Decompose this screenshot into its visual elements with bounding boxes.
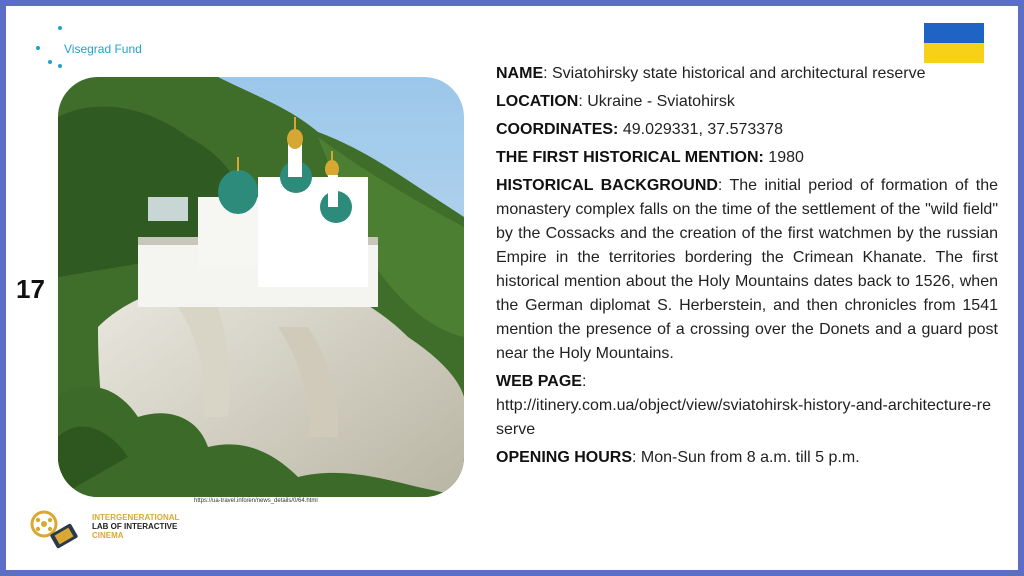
slide-number: 17 — [16, 274, 45, 304]
coordinates-label: COORDINATES: — [496, 121, 619, 138]
first-mention-label: THE FIRST HISTORICAL MENTION: — [496, 149, 764, 166]
coordinates-value: 49.029331, 37.573378 — [618, 121, 783, 138]
background-row — [496, 174, 998, 366]
background-value: : The initial period of formation of the monastery complex falls on the time of the settlement of the "wild field" by the Cossacks and the creation of the first watchmen by the russian Empire in the territories bordering the Crimean Khanate. The first historical mention about the Holy Mountains dates back to 1526, when the German diplomat S. Herberstein, and then chronicles from 1541 mention the presence of a crossing over the Donets and a guard post near the Holy Mountains. — [496, 177, 998, 362]
slide — [6, 6, 1018, 570]
background-label: HISTORICAL BACKGROUND — [496, 177, 718, 194]
location-row — [496, 90, 998, 114]
name-row — [496, 62, 998, 86]
ukraine-flag-icon — [924, 23, 984, 63]
lab-line: CINEMA — [92, 531, 124, 540]
logo-dot — [58, 64, 62, 68]
web-row — [496, 370, 998, 442]
hours-label: OPENING HOURS — [496, 449, 633, 466]
logo-dot — [48, 60, 52, 64]
web-colon: : — [581, 373, 587, 390]
visegrad-fund-logo — [28, 26, 148, 76]
lab-line: INTERGENERATIONAL — [92, 513, 180, 522]
logo-dot — [36, 46, 40, 50]
location-value: : Ukraine - Sviatohirsk — [578, 93, 735, 110]
lab-line: LAB OF INTERACTIVE — [92, 522, 178, 531]
photo-credit: https://ua-travel.info/en/news_details/0/64.html — [194, 498, 318, 504]
film-reel-icon — [26, 506, 86, 552]
web-link[interactable]: http://itinery.com.ua/object/view/sviatohirsk-history-and-architecture-reserve — [496, 397, 991, 438]
monastery-photo — [58, 77, 464, 497]
first-mention-row — [496, 146, 998, 170]
info-panel — [496, 62, 998, 474]
logo-dot — [58, 26, 62, 30]
coordinates-row — [496, 118, 998, 142]
hours-value: : Mon-Sun from 8 a.m. till 5 p.m. — [632, 449, 860, 466]
hours-row — [496, 446, 998, 470]
lab-text — [92, 513, 202, 540]
name-label: NAME — [496, 65, 544, 82]
name-value: : Sviatohirsky state historical and architectural reserve — [543, 65, 926, 82]
web-label: WEB PAGE — [496, 373, 582, 390]
visegrad-label: Visegrad Fund — [64, 42, 142, 56]
lab-logo — [26, 506, 206, 556]
location-label: LOCATION — [496, 93, 579, 110]
first-mention-value: 1980 — [763, 149, 804, 166]
